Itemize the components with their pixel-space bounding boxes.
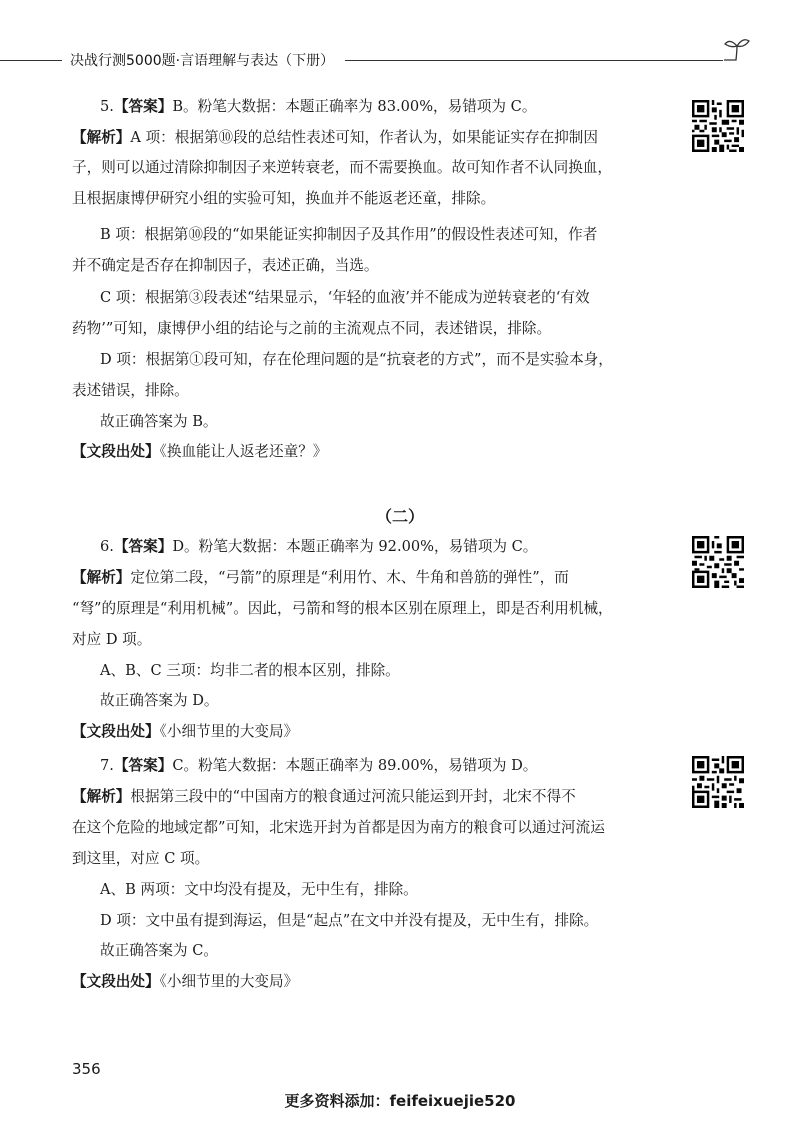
q7-analysis-l3: 到这里，对应 C 项。	[72, 850, 210, 867]
q6-analysis-l1	[72, 568, 569, 588]
qr-code-icon[interactable]	[692, 100, 744, 152]
q6-answer-text: D。粉笔大数据：本题正确率为 92.00%，易错项为 C。	[172, 538, 538, 555]
q5-analysis-tag: 【解析】	[72, 129, 131, 146]
q7-analysis-l5: D 项：文中虽有提到海运，但是“起点”在文中并没有提及，无中生有，排除。	[100, 912, 599, 929]
section-heading: （二）	[375, 507, 424, 526]
q6-conclusion: 故正确答案为 D。	[100, 692, 219, 709]
q6-source-line	[72, 722, 298, 742]
q6-analysis-tag: 【解析】	[72, 569, 131, 586]
q6-number: 6.	[100, 538, 114, 555]
q6-source-text: 《小细节里的大变局》	[159, 723, 299, 740]
running-header	[0, 44, 800, 76]
q5-source-line	[72, 442, 327, 462]
qr-code-icon[interactable]	[692, 756, 744, 808]
q6-answer-line	[100, 537, 537, 557]
q5-analysis-b2: 并不确定是否存在抑制因子，表述正确，当选。	[72, 257, 379, 274]
q5-analysis-a3: 且根据康博伊研究小组的实验可知，换血并不能返老还童，排除。	[72, 190, 496, 207]
q5-analysis-c1: C 项：根据第③段表述“结果显示，‘年轻的血液’并不能成为逆转衰老的‘有效	[100, 289, 590, 306]
q7-source-text: 《小细节里的大变局》	[159, 973, 299, 990]
q5-analysis-text: A 项：根据第⑩段的总结性表述可知，作者认为，如果能证实存在抑制因	[130, 129, 598, 146]
q5-analysis-a1	[72, 128, 598, 148]
q7-source-line	[72, 972, 298, 992]
q7-analysis-tag: 【解析】	[72, 788, 131, 805]
q7-analysis-l2: 在这个危险的地域定都”可知，北宋选开封为首都是因为南方的粮食可以通过河流运	[72, 819, 605, 836]
footer-contact: 更多资料添加：feifeixuejie520	[284, 1092, 516, 1110]
q7-analysis-text: 根据第三段中的“中国南方的粮食通过河流只能运到开封，北宋不得不	[130, 788, 576, 805]
q5-analysis-d1: D 项：根据第①段可知，存在伦理问题的是“抗衰老的方式”，而不是实验本身，	[100, 351, 613, 368]
q7-number: 7.	[100, 757, 114, 774]
q5-source-tag: 【文段出处】	[72, 443, 160, 460]
header-rule-left	[0, 60, 62, 61]
header-rule-right	[345, 60, 723, 61]
q5-conclusion: 故正确答案为 B。	[100, 413, 218, 430]
q6-source-tag: 【文段出处】	[72, 723, 160, 740]
q5-analysis-d2: 表述错误，排除。	[72, 382, 189, 399]
q5-source-text: 《换血能让人返老还童？》	[159, 443, 328, 460]
q7-analysis-l4: A、B 两项：文中均没有提及，无中生有，排除。	[100, 881, 418, 898]
q7-answer-tag: 【答案】	[113, 757, 173, 774]
q7-answer-text: C。粉笔大数据：本题正确率为 89.00%，易错项为 D。	[172, 757, 538, 774]
qr-code-icon[interactable]	[692, 536, 744, 588]
book-title: 决战行测5000题·言语理解与表达（下册）	[70, 53, 335, 69]
q5-analysis-c2: 药物’”可知，康博伊小组的结论与之前的主流观点不同，表述错误，排除。	[72, 320, 552, 337]
q7-conclusion: 故正确答案为 C。	[100, 942, 218, 959]
q5-analysis-b1: B 项：根据第⑩段的“如果能证实抑制因子及其作用”的假设性表述可知，作者	[100, 226, 598, 243]
q5-answer-tag: 【答案】	[113, 98, 173, 115]
q5-answer-text: B。粉笔大数据：本题正确率为 83.00%，易错项为 C。	[172, 98, 537, 115]
q5-analysis-a2: 子，则可以通过清除抑制因子来逆转衰老，而不需要换血。故可知作者不认同换血，	[72, 159, 612, 176]
q5-answer-line	[100, 97, 536, 117]
page-number: 356	[72, 1060, 101, 1078]
sprout-icon	[722, 36, 752, 62]
q5-number: 5.	[100, 98, 114, 115]
q6-analysis-text: 定位第二段，“弓箭”的原理是“利用竹、木、牛角和兽筋的弹性”，而	[130, 569, 569, 586]
q6-answer-tag: 【答案】	[113, 538, 173, 555]
q7-answer-line	[100, 756, 537, 776]
q6-analysis-l2: “弩”的原理是“利用机械”。因此，弓箭和弩的根本区别在原理上，即是否利用机械，	[72, 600, 613, 617]
q7-analysis-l1	[72, 787, 576, 807]
q6-analysis-l4: A、B、C 三项：均非二者的根本区别，排除。	[100, 662, 400, 679]
q7-source-tag: 【文段出处】	[72, 973, 160, 990]
q6-analysis-l3: 对应 D 项。	[72, 631, 152, 648]
